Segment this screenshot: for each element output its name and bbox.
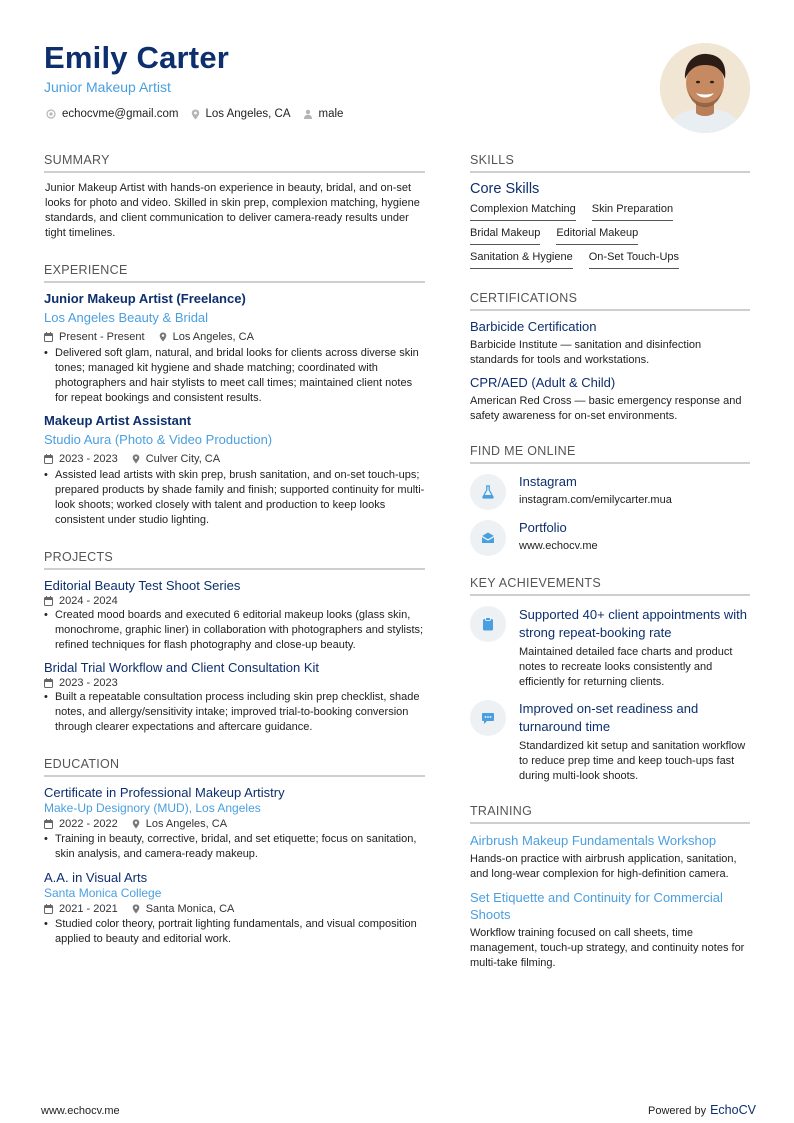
skill-tag: On-Set Touch-Ups: [589, 251, 679, 269]
calendar-icon: [44, 904, 53, 914]
certification-title: Barbicide Certification: [470, 319, 597, 334]
skill-tag: Sanitation & Hygiene: [470, 251, 573, 269]
calendar-icon: [44, 332, 53, 342]
project-meta: [44, 595, 425, 607]
education-dates: 2021 - 2021: [59, 903, 118, 915]
profile-photo: [660, 43, 750, 133]
footer-website[interactable]: www.echocv.me: [41, 1105, 120, 1117]
online-item-portfolio: [470, 520, 750, 556]
training-desc: Hands-on practice with airbrush application, sanitation, and long-wear complexion for high-definition camera.: [470, 853, 737, 880]
summary-heading: SUMMARY: [44, 153, 425, 173]
online-link[interactable]: www.echocv.me: [519, 540, 598, 552]
experience-dates: 2023 - 2023: [59, 453, 118, 465]
brand-logo[interactable]: EchoCV: [710, 1103, 756, 1117]
location-pin-icon: [191, 109, 200, 120]
training-item: [470, 889, 750, 971]
online-label: Portfolio: [519, 520, 567, 535]
achievement-desc: Standardized kit setup and sanitation workflow to reduce prep time and keep touch-ups fast during multi-look shoots.: [519, 740, 746, 782]
online-link[interactable]: instagram.com/emilycarter.mua: [519, 494, 672, 506]
location-text: Los Angeles, CA: [205, 108, 291, 120]
skills-row: [470, 203, 750, 221]
experience-dates: Present - Present: [59, 331, 145, 343]
experience-bullet: • Delivered soft glam, natural, and bridal looks for clients across diverse skin tones; managed kit hygiene and shade matching; coordinated with photographers and hair stylists to meet call times; maintained client notes for repeat bookings and consistent results.: [55, 346, 425, 406]
project-item: [44, 660, 425, 735]
project-bullet: • Built a repeatable consultation process including skin prep checklist, shade notes, and allergy/sensitivity intake; improved trial-to-booking conversion through clearer expectations and aftercare guidance.: [55, 690, 425, 735]
project-title: Bridal Trial Workflow and Client Consultation Kit: [44, 660, 320, 675]
calendar-icon: [44, 596, 53, 606]
certifications-heading: CERTIFICATIONS: [470, 291, 750, 311]
projects-heading: PROJECTS: [44, 550, 425, 570]
experience-location: Culver City, CA: [145, 453, 221, 465]
location-pin-icon: [132, 819, 140, 829]
education-bullet: • Training in beauty, corrective, bridal, and set etiquette; focus on sanitation, skin analysis, and camera-ready makeup.: [55, 832, 425, 862]
certification-desc: Barbicide Institute — sanitation and disinfection standards for tools and workstations.: [470, 339, 702, 366]
experience-title: Junior Makeup Artist (Freelance): [44, 291, 246, 306]
online-item-instagram: [470, 474, 750, 510]
mail-icon: [470, 520, 506, 556]
experience-company: Los Angeles Beauty & Bridal: [44, 310, 209, 325]
training-title: Set Etiquette and Continuity for Commercial Shoots: [470, 890, 723, 922]
calendar-icon: [44, 454, 53, 464]
experience-item: [44, 413, 425, 528]
experience-location: Los Angeles, CA: [172, 331, 254, 343]
education-item: [44, 785, 425, 862]
location-pin-icon: [159, 332, 167, 342]
experience-meta: [44, 331, 425, 343]
certification-item: [470, 375, 750, 424]
certification-desc: American Red Cross — basic emergency response and safety awareness for on-set environments.: [470, 395, 742, 422]
project-dates: 2023 - 2023: [59, 677, 118, 689]
project-bullet: • Created mood boards and executed 6 editorial makeup looks (glass skin, monochrome, graphic liner) in collaboration with photographers and stylists; refined techniques for flash photography and close-up beauty.: [55, 608, 425, 653]
calendar-icon: [44, 819, 53, 829]
education-dates: 2022 - 2022: [59, 818, 118, 830]
calendar-icon: [44, 678, 53, 688]
skill-tag: Complexion Matching: [470, 203, 576, 221]
experience-heading: EXPERIENCE: [44, 263, 425, 283]
chat-icon: [470, 700, 506, 736]
skills-row: [470, 227, 750, 245]
training-title: Airbrush Makeup Fundamentals Workshop: [470, 833, 717, 848]
education-school: Make-Up Designory (MUD), Los Angeles: [44, 801, 261, 815]
education-location: Los Angeles, CA: [145, 818, 228, 830]
experience-company: Studio Aura (Photo & Video Production): [44, 432, 273, 447]
contact-gender: [303, 108, 344, 120]
flask-icon: [470, 474, 506, 510]
location-pin-icon: [132, 454, 140, 464]
job-title: Junior Makeup Artist: [44, 79, 171, 95]
online-label: Instagram: [519, 474, 577, 489]
education-bullet: • Studied color theory, portrait lighting fundamentals, and visual composition applied to beauty and editorial work.: [55, 917, 425, 947]
project-dates: 2024 - 2024: [59, 595, 118, 607]
achievements-heading: KEY ACHIEVEMENTS: [470, 576, 750, 596]
project-meta: [44, 677, 425, 689]
experience-bullet: • Assisted lead artists with skin prep, brush sanitation, and on-set touch-ups; prepared products by shade family and finish; supported continuity for multi-look shoots; worked closely with talent and production to keep looks consistent under studio lighting.: [55, 468, 425, 528]
experience-title: Makeup Artist Assistant: [44, 413, 192, 428]
experience-meta: [44, 453, 425, 465]
candidate-name: Emily Carter: [44, 40, 230, 75]
achievement-item: [470, 606, 750, 690]
training-item: [470, 832, 750, 882]
education-meta: [44, 818, 425, 830]
education-location: Santa Monica, CA: [145, 903, 235, 915]
achievement-item: [470, 700, 750, 784]
education-meta: [44, 903, 425, 915]
skills-group-label: Core Skills: [470, 181, 540, 197]
experience-item: [44, 291, 425, 406]
person-icon: [303, 109, 313, 119]
right-column: [470, 153, 750, 971]
achievement-desc: Maintained detailed face charts and product notes to recreate looks consistently and efficiently for returning clients.: [519, 646, 733, 688]
contact-row: [46, 108, 355, 120]
contact-location: [191, 108, 291, 120]
location-pin-icon: [132, 904, 140, 914]
education-heading: EDUCATION: [44, 757, 425, 777]
gender-text: male: [318, 108, 344, 120]
skill-tag: Skin Preparation: [592, 203, 673, 221]
skills-heading: SKILLS: [470, 153, 750, 173]
left-column: [44, 153, 425, 947]
project-title: Editorial Beauty Test Shoot Series: [44, 578, 241, 593]
achievement-title: Supported 40+ client appointments with strong repeat-booking rate: [519, 607, 748, 640]
achievement-title: Improved on-set readiness and turnaround time: [519, 701, 699, 734]
email-text[interactable]: echocvme@gmail.com: [62, 108, 179, 120]
footer-credit: [648, 1103, 756, 1117]
clipboard-icon: [470, 606, 506, 642]
education-item: [44, 870, 425, 947]
online-heading: FIND ME ONLINE: [470, 444, 750, 464]
project-item: [44, 578, 425, 653]
skill-tag: Bridal Makeup: [470, 227, 540, 245]
summary-text: Junior Makeup Artist with hands-on experience in beauty, bridal, and on-set looks for photo and video. Skilled in skin prep, complexion matching, hygiene standards, and client communication to deliver camera-ready results under tight timelines.: [45, 182, 420, 239]
certification-title: CPR/AED (Adult & Child): [470, 375, 616, 390]
education-degree: A.A. in Visual Arts: [44, 870, 148, 885]
education-degree: Certificate in Professional Makeup Artistry: [44, 785, 285, 800]
skill-tag: Editorial Makeup: [556, 227, 638, 245]
education-school: Santa Monica College: [44, 886, 162, 900]
email-icon: [46, 109, 56, 119]
training-heading: TRAINING: [470, 804, 750, 824]
powered-by-text: Powered by: [648, 1105, 707, 1117]
training-desc: Workflow training focused on call sheets, time management, touch-up strategy, and continuity notes for multi-take filming.: [470, 927, 745, 969]
skills-row: [470, 251, 750, 269]
contact-email: [46, 108, 179, 120]
certification-item: [470, 319, 750, 368]
